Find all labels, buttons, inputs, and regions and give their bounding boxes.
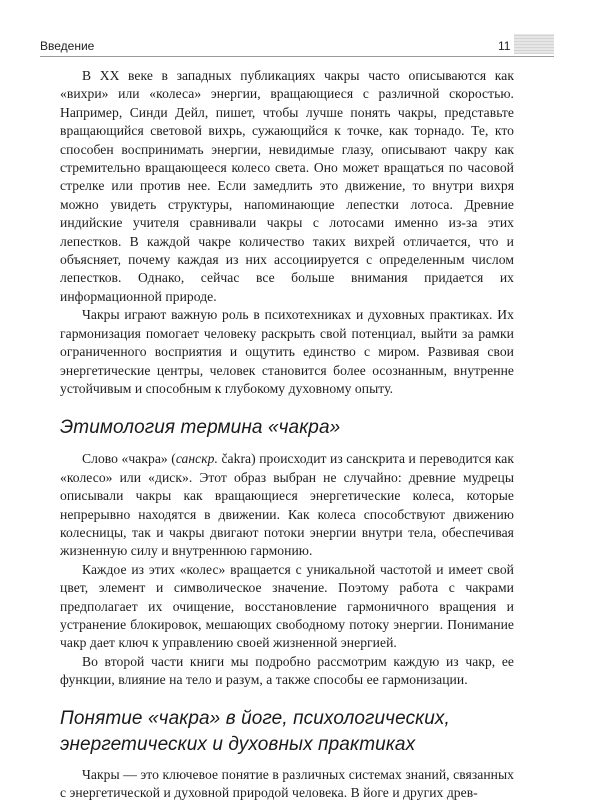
thumb-tab-marker	[514, 34, 554, 54]
section-heading-concept-line2: энергетических и духовных практиках	[60, 733, 416, 755]
section-heading-concept-line1: Понятие «чакра» в йоге, психологических,	[60, 707, 450, 729]
header-rule	[40, 56, 554, 57]
paragraph-wheel-frequency: Каждое из этих «колес» вращается с уникальной частотой и имеет свой цвет, элемент и символическое значение. Поэтому работа с чакрами предполагает их очищение, восстановление гармоничного вращения и устранение блокировок, мешающих свободному потоку энергии. Понимание чакр дает ключ к управлению своей жизненной энергией.	[60, 561, 514, 651]
paragraph-chakra-vortices: В XX веке в западных публикациях чакры часто описываются как «вихри» или «колеса» энергии, вращающиеся с различной скоростью. Например, Синди Дейл, пишет, чтобы лучше понять чакры, представьте вращающийся световой вихрь, сужающийся к точке, как торнадо. Те, кто способен воспринимать энергии, невидимые глазу, описывают чакру как стремительно вращающееся колесо света. Оно может вращаться по часовой стрелке или против нее. Если замедлить это движение, то внутри вихря можно увидеть структуры, напоминающие лепестки лотоса. Древние индийские учителя сравнивали чакры с лотосами именно из-за этих лепестков. В каждой чакре количество таких вихрей отличается, что и объясняет, почему каждая из них ассоциируется с определенным числом лепестков. Однако, сейчас все больше внимания придается их информационной природе.	[60, 68, 514, 304]
paragraph-key-concept: Чакры — это ключевое понятие в различных системах знаний, связанных с энергетической и духовной природой человека. В йоге и других древ-	[60, 766, 514, 800]
page-number: 11	[498, 39, 511, 53]
section-heading-etymology: Этимология термина «чакра»	[60, 417, 341, 439]
main-text	[60, 67, 514, 802]
paragraph-chakra-role: Чакры играют важную роль в психотехниках и духовных практиках. Их гармонизация помогает человеку раскрыть свой потенциал, выйти за рамки ограниченного восприятия и ощутить единство с миром. Развивая свои энергетические центры, человек становится более осознанным, внутренне устойчивым и способным к глубокому духовному опыту.	[60, 307, 514, 396]
paragraph-second-part: Во второй части книги мы подробно рассмотрим каждую из чакр, ее функции, влияние на тело и разум, а также способы ее гармонизации.	[60, 653, 514, 688]
running-head	[0, 38, 600, 58]
running-title: Введение	[40, 39, 95, 53]
paragraph-etymology: Слово «чакра» (санскр. čakra) происходит из санскрита и переводится как «колесо» или «диск». Этот образ выбран не случайно: древние мудрецы описывали чакры как вращающиеся энергетические колеса, которые непрерывно находятся в движении. Как колеса способствуют движению колесницы, так и чакры двигают потоки энергии внутри тела, обеспечивая жизненную силу и внутреннюю гармонию.	[60, 451, 514, 559]
